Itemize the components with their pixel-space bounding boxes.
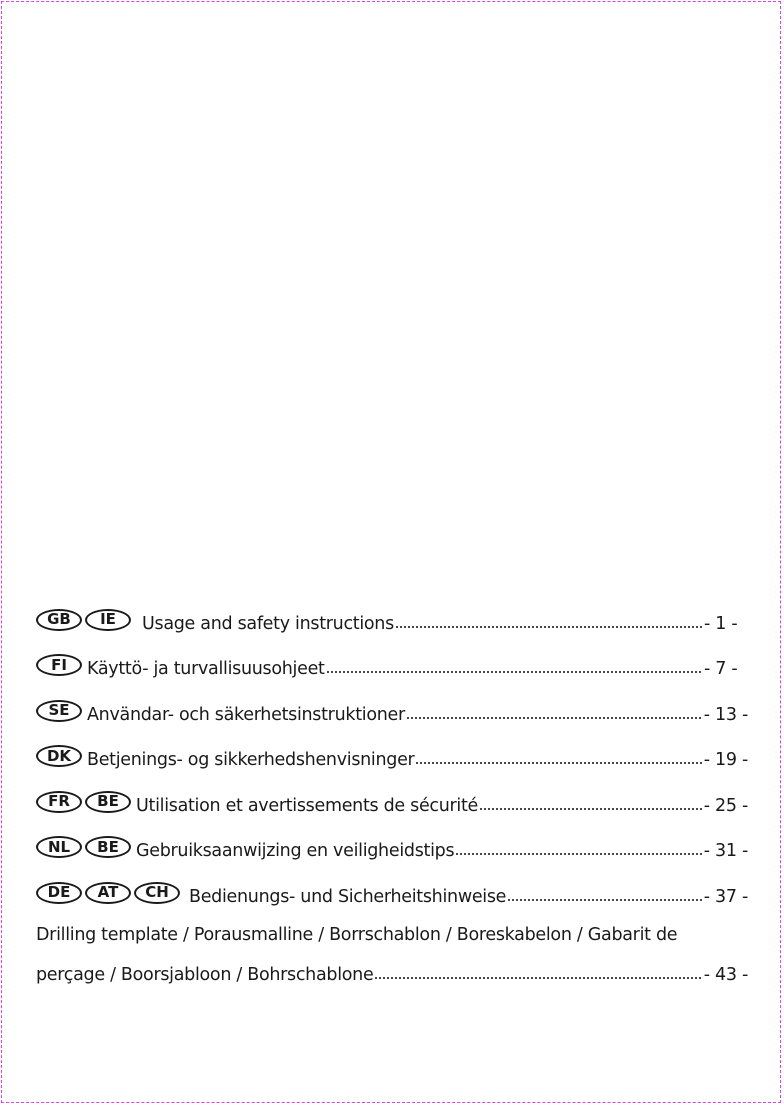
country-badge-se: SE — [36, 700, 82, 722]
toc-page-number: - 7 - — [704, 659, 738, 679]
toc-page-number: - 13 - — [703, 704, 748, 725]
dot-leader — [455, 851, 703, 857]
toc-entry-fr-be[interactable] — [36, 770, 748, 816]
toc-page-number: - 19 - — [703, 750, 748, 770]
country-badge-fi: FI — [36, 654, 82, 676]
toc-entry-title: Gebruiksaanwijzing en veiligheidstips — [136, 841, 455, 861]
drilling-template-title-line-1: Drilling template / Porausmalline / Borrschablon / Boreskabelon / Gabarit de — [36, 924, 678, 945]
toc-entry-dk[interactable] — [36, 725, 748, 771]
dot-leader — [326, 669, 703, 675]
toc-entry-title: Användar- och säkerhetsinstruktioner — [87, 704, 405, 725]
drilling-template-line-2 — [36, 945, 748, 985]
toc-page-number: - 43 - — [703, 964, 748, 985]
dot-leader — [479, 806, 703, 812]
country-badge-ch: CH — [134, 882, 180, 904]
toc-entry-drilling-template[interactable] — [36, 909, 748, 985]
toc-page-number: - 25 - — [703, 795, 748, 816]
country-badges — [36, 654, 85, 679]
toc-entry-gb-ie[interactable] — [36, 588, 748, 634]
country-badges — [36, 700, 85, 725]
country-badge-dk: DK — [36, 745, 82, 767]
dot-leader — [395, 624, 703, 630]
country-badges — [36, 791, 134, 816]
dot-leader — [374, 975, 702, 981]
toc-entry-title: Usage and safety instructions — [142, 613, 394, 634]
toc-entry-fi[interactable] — [36, 634, 748, 680]
toc-entry-nl-be[interactable] — [36, 816, 748, 862]
toc-entry-de-at-ch[interactable] — [36, 861, 748, 907]
country-badges — [36, 609, 134, 634]
country-badges — [36, 882, 183, 907]
country-badge-be: BE — [85, 836, 131, 858]
dot-leader — [507, 897, 703, 903]
country-badge-at: AT — [85, 882, 131, 904]
country-badge-ie: IE — [85, 609, 131, 631]
country-badge-gb: GB — [36, 609, 82, 631]
toc-entry-title: Betjenings- og sikkerhedshenvisninger — [87, 750, 415, 770]
country-badge-be: BE — [85, 791, 131, 813]
country-badge-de: DE — [36, 882, 82, 904]
toc-entry-se[interactable] — [36, 679, 748, 725]
dot-leader — [415, 760, 702, 766]
country-badge-nl: NL — [36, 836, 82, 858]
drilling-template-line-1 — [36, 909, 748, 945]
country-badges — [36, 836, 134, 861]
toc-entry-title: Bedienungs- und Sicherheitshinweise — [189, 886, 507, 907]
table-of-contents — [36, 588, 748, 985]
country-badges — [36, 745, 85, 770]
dot-leader — [406, 715, 703, 721]
toc-entry-title: Utilisation et avertissements de sécurité — [136, 795, 479, 816]
toc-entry-title: Käyttö- ja turvallisuusohjeet — [87, 659, 325, 679]
toc-page-number: - 31 - — [703, 841, 748, 861]
country-badge-fr: FR — [36, 791, 82, 813]
toc-page-number: - 37 - — [703, 886, 748, 907]
toc-page-number: - 1 - — [704, 613, 738, 634]
drilling-template-title-line-2: perçage / Boorsjabloon / Bohrschablone — [36, 964, 374, 985]
